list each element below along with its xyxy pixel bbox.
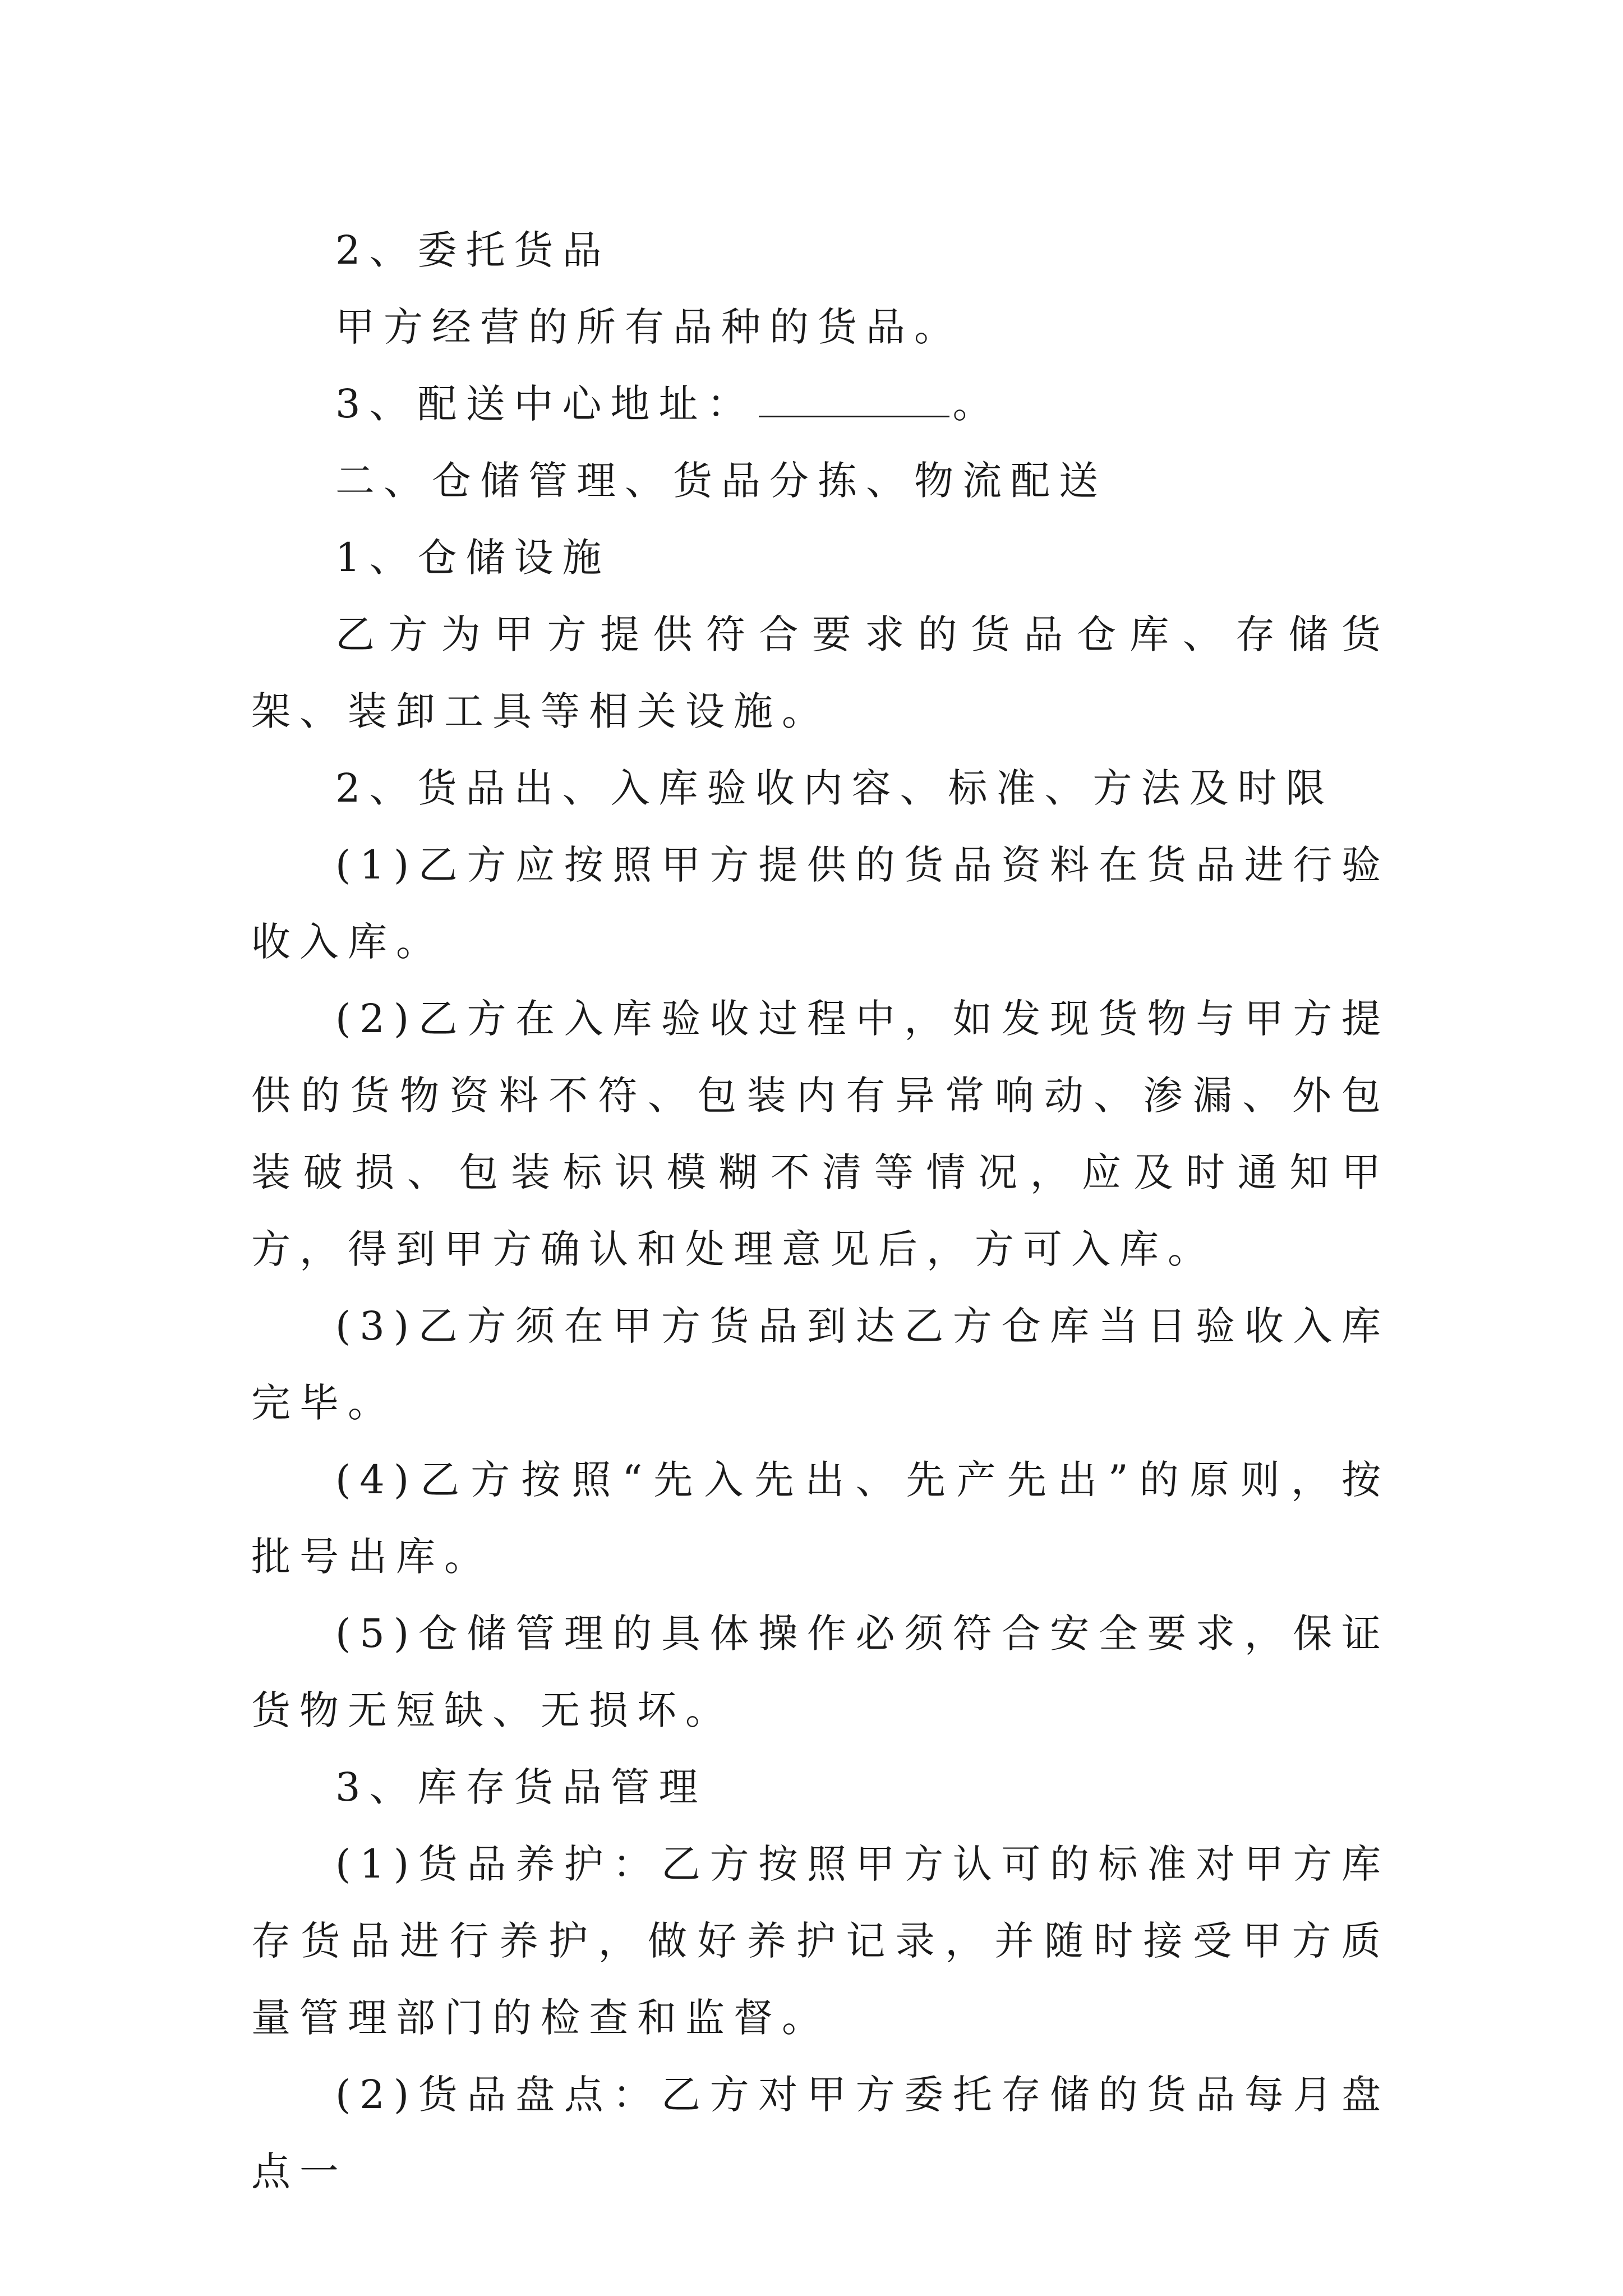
paragraph: 1、仓储设施 bbox=[335, 535, 611, 581]
paragraph: 2、委托货品 bbox=[335, 227, 611, 273]
paragraph: (2)乙方在入库验收过程中，如发现货物与甲方提供的货物资料不符、包装内有异常响动、渗漏、外包装破损、包装标识模糊不清等情况，应及时通知甲方，得到甲方确认和处理意见后，方可入库。 bbox=[251, 996, 1390, 1272]
paragraph: (5)仓储管理的具体操作必须符合安全要求，保证货物无短缺、无损坏。 bbox=[251, 1611, 1390, 1733]
document-body bbox=[251, 212, 1390, 2210]
paragraph: 2、货品出、入库验收内容、标准、方法及时限 bbox=[335, 765, 1334, 811]
section-heading: 二、仓储管理、货品分拣、物流配送 bbox=[335, 458, 1107, 504]
paragraph: (1)货品养护：乙方按照甲方认可的标准对甲方库存货品进行养护，做好养护记录，并随时接受甲方质量管理部门的检查和监督。 bbox=[251, 1841, 1390, 2041]
address-end-punct: 。 bbox=[952, 381, 1001, 427]
paragraph: (1)乙方应按照甲方提供的货品资料在货品进行验收入库。 bbox=[251, 842, 1390, 965]
address-blank-line bbox=[759, 382, 949, 417]
address-label: 3、配送中心地址： bbox=[335, 381, 755, 427]
paragraph: 甲方经营的所有品种的货品。 bbox=[335, 304, 962, 350]
paragraph: (2)货品盘点：乙方对甲方委托存储的货品每月盘点一 bbox=[251, 2072, 1390, 2194]
paragraph-address bbox=[251, 366, 1390, 443]
paragraph: 3、库存货品管理 bbox=[335, 1764, 707, 1810]
paragraph: (4)乙方按照“先入先出、先产先出”的原则，按批号出库。 bbox=[251, 1457, 1390, 1580]
paragraph: 乙方为甲方提供符合要求的货品仓库、存储货架、装卸工具等相关设施。 bbox=[251, 611, 1390, 734]
paragraph: (3)乙方须在甲方货品到达乙方仓库当日验收入库完毕。 bbox=[251, 1303, 1390, 1426]
